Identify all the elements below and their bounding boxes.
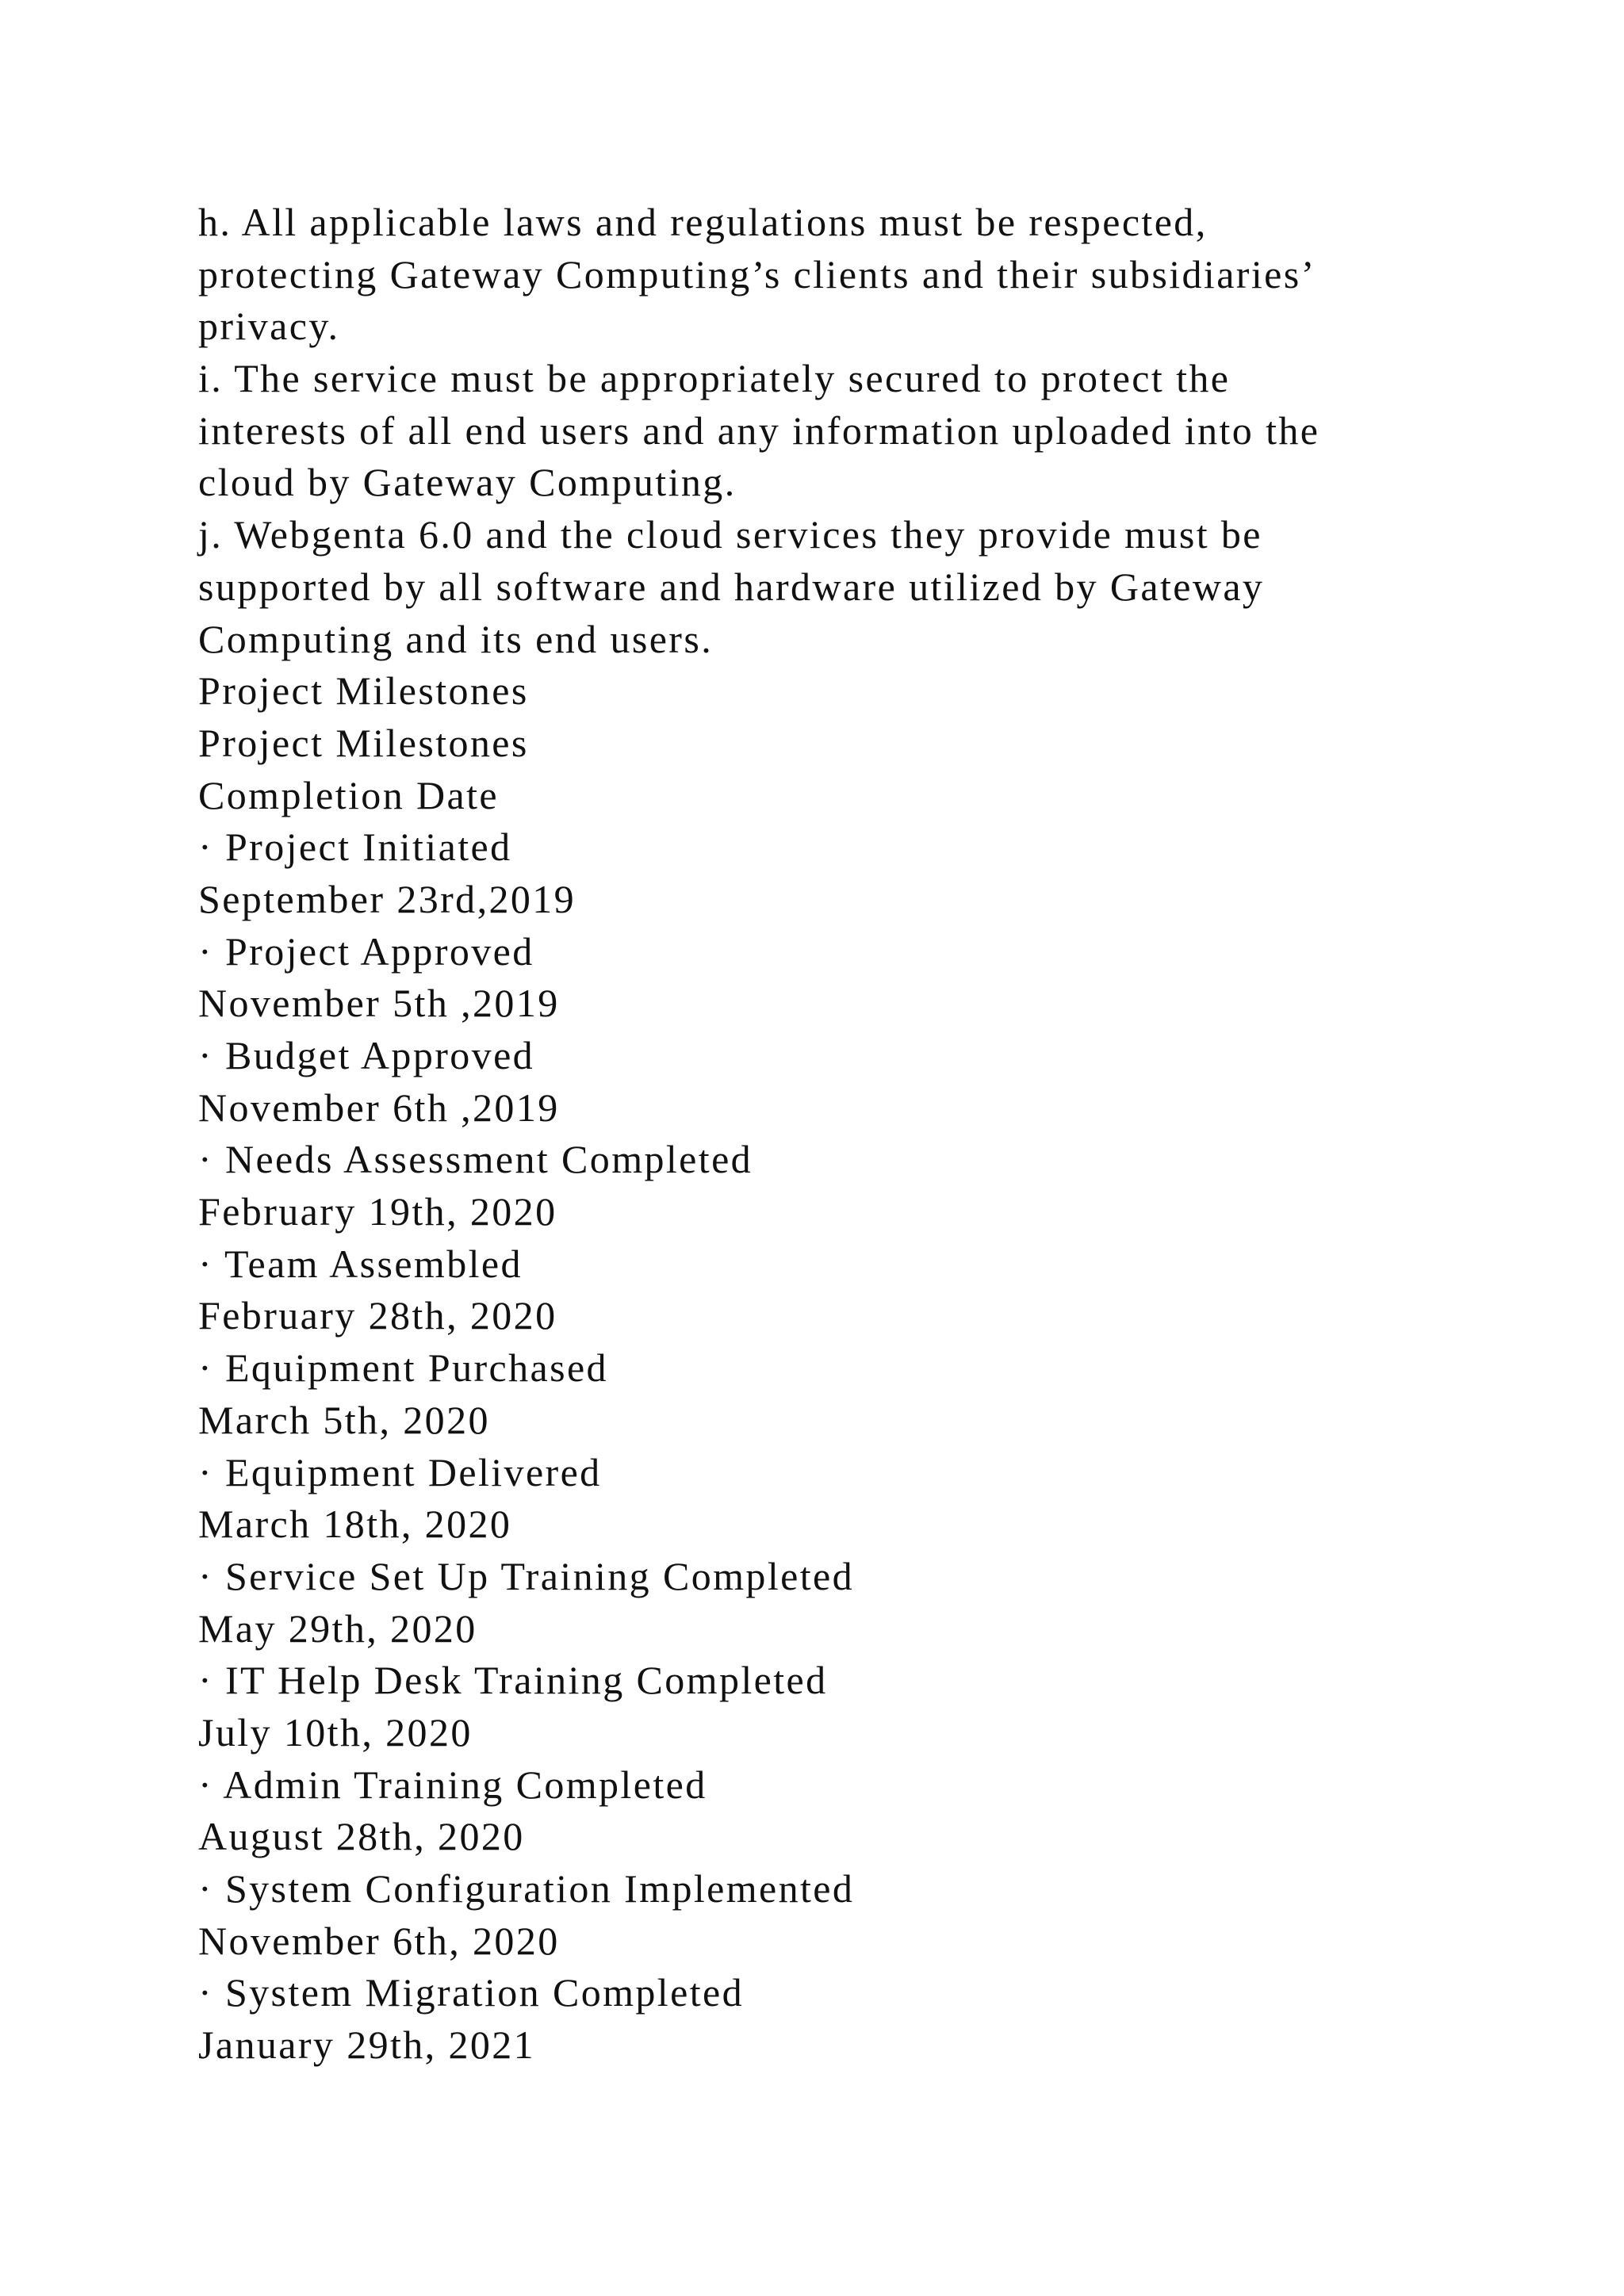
date-column-header: Completion Date: [198, 772, 499, 817]
milestone-name: · System Configuration Implemented: [198, 1866, 855, 1911]
milestone-column-header: Project Milestones: [198, 720, 529, 765]
milestone-name: · IT Help Desk Training Completed: [198, 1658, 828, 1703]
section-title: Project Milestones: [198, 668, 529, 714]
text-line: interests of all end users and any information uploaded into the: [198, 408, 1320, 453]
milestone-item: [198, 1342, 1483, 1446]
milestone-date: July 10th, 2020: [198, 1709, 473, 1755]
milestone-name: · Budget Approved: [198, 1033, 535, 1077]
milestone-date: May 29th, 2020: [198, 1605, 477, 1651]
text-line: cloud by Gateway Computing.: [198, 460, 737, 505]
milestone-item: [198, 1655, 1483, 1758]
milestone-name: · Team Assembled: [198, 1241, 523, 1286]
milestone-item: [198, 1030, 1483, 1134]
milestone-date: January 29th, 2021: [198, 2022, 536, 2068]
milestone-item: [198, 1238, 1483, 1342]
requirement-i: [198, 353, 1483, 509]
text-line: protecting Gateway Computing’s clients and their subsidiaries’: [198, 251, 1316, 297]
milestone-item: [198, 1967, 1483, 2071]
milestone-date: November 6th ,2019: [198, 1085, 560, 1130]
document-body: [198, 197, 1483, 2072]
requirement-j: [198, 509, 1483, 665]
requirement-h: [198, 197, 1483, 353]
milestone-item: [198, 1134, 1483, 1238]
milestone-name: · Service Set Up Training Completed: [198, 1553, 854, 1598]
milestone-item: [198, 926, 1483, 1030]
milestone-name: · Equipment Purchased: [198, 1345, 608, 1391]
milestone-item: [198, 1863, 1483, 1967]
milestone-date: November 5th ,2019: [198, 981, 560, 1026]
milestone-date: August 28th, 2020: [198, 1814, 525, 1859]
text-line: j. Webgenta 6.0 and the cloud services they provide must be: [198, 512, 1262, 557]
milestone-date: November 6th, 2020: [198, 1918, 560, 1963]
milestone-name: · System Migration Completed: [198, 1970, 744, 2015]
milestone-date: March 18th, 2020: [198, 1502, 512, 1547]
milestone-name: · Equipment Delivered: [198, 1449, 602, 1494]
milestone-item: [198, 1551, 1483, 1655]
milestone-item: [198, 821, 1483, 925]
milestone-name: · Project Approved: [198, 928, 534, 974]
milestone-name: · Needs Assessment Completed: [198, 1137, 753, 1182]
milestone-date: February 28th, 2020: [198, 1293, 557, 1338]
milestone-list: [198, 821, 1483, 2072]
milestone-item: [198, 1447, 1483, 1551]
text-line: i. The service must be appropriately secured to protect the: [198, 356, 1231, 401]
milestone-date: September 23rd,2019: [198, 876, 576, 921]
milestone-date: March 5th, 2020: [198, 1397, 490, 1442]
text-line: supported by all software and hardware utilized by Gateway: [198, 564, 1265, 609]
milestone-item: [198, 1759, 1483, 1863]
text-line: privacy.: [198, 304, 340, 349]
text-line: Computing and its end users.: [198, 616, 714, 661]
text-line: h. All applicable laws and regulations must be respected,: [198, 200, 1208, 244]
milestone-name: · Admin Training Completed: [198, 1762, 707, 1807]
milestone-name: · Project Initiated: [198, 825, 512, 870]
milestone-date: February 19th, 2020: [198, 1189, 557, 1234]
